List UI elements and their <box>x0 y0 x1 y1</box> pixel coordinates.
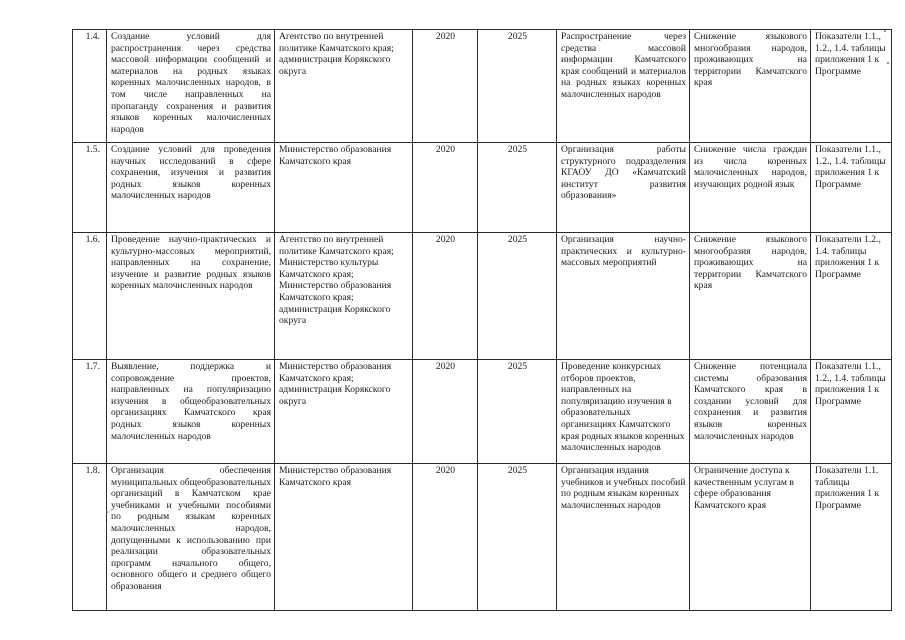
activity-cell: Организация работы структурного подразделения КГАОУ ДО «Камчатский институт развития образования» <box>557 143 690 232</box>
end-year-cell: 2025 <box>478 464 557 610</box>
activity-cell: Проведение конкурсных отборов проектов, направленных на популяризацию изучения в образовательных организациях Камчатского края родных языков коренных малочисленных народов <box>557 360 690 463</box>
measure-cell: Создание условий для распространения через средства массовой информации сообщений и материалов на родных языках коренных малочисленных народов, в том числе направленных на пропаганду сохранения и развития языков коренных малочисленных народов <box>107 30 275 142</box>
end-year-cell: 2025 <box>478 30 557 142</box>
start-year-cell: 2020 <box>413 30 478 142</box>
indicators-cell: Показатели 1.1. таблицы приложения 1 к Программе <box>815 465 880 511</box>
table-row <box>73 233 891 360</box>
scan-speck <box>887 62 889 64</box>
row-number: 1.6. <box>73 233 107 359</box>
executors-cell: Министерство образования Камчатского края; администрация Корякского округа <box>275 360 413 463</box>
measure-cell: Организация обеспечения муниципальных общеобразовательных организаций в Камчатском крае учебниками и учебными пособиями по родным языкам коренных малочисленных народов, допущенными к использованию при реализации образовательных программ начального общего, основного общего и среднего общего образования <box>107 464 275 610</box>
executors-cell: Министерство образования Камчатского края <box>275 464 413 610</box>
executors-cell: Министерство образования Камчатского края <box>275 143 413 232</box>
program-activities-table <box>72 29 892 611</box>
table-row <box>73 464 891 610</box>
measure-cell: Выявление, поддержка и сопровождение проектов, направленных на популяризацию изучения в общеобразовательных организациях Камчатского края родных языков коренных малочисленных народов <box>107 360 275 463</box>
end-year-cell: 2025 <box>478 143 557 232</box>
indicators-cell: Показатели 1.2., 1.4. таблицы приложения 1 к Программе <box>815 234 881 280</box>
scan-speck <box>884 30 886 32</box>
outcome-cell: Снижение числа граждан из числа коренных малочисленных народов, изучающих родной язык <box>690 143 811 232</box>
indicators-cell: Показатели 1.1., 1.2., 1.4. таблицы приложения 1 к Программе <box>815 144 886 190</box>
table-row <box>73 30 891 143</box>
row-number: 1.7. <box>73 360 107 463</box>
outcome-cell: Снижение потенциала системы образования Камчатского края в создании условий для сохранения и развития языков коренных малочисленных народов <box>690 360 811 463</box>
outcome-cell: Снижение языкового многообразия народов, проживающих на территории Камчатского края <box>690 233 811 359</box>
indicators-cell: Показатели 1.1., 1.2., 1.4. таблицы приложения 1 к Программе <box>815 31 886 77</box>
table-row <box>73 360 891 464</box>
executors-cell: Агентство по внутренней политике Камчатского края; Министерство культуры Камчатского края; Министерство образования Камчатского края; администрация Корякского округа <box>275 233 413 359</box>
activity-cell: Распространение через средства массовой информации Камчатского края сообщений и материалов на родных языках коренных малочисленных народов <box>557 30 690 142</box>
row-number: 1.5. <box>73 143 107 232</box>
start-year-cell: 2020 <box>413 360 478 463</box>
end-year-cell: 2025 <box>478 360 557 463</box>
row-number: 1.8. <box>73 464 107 610</box>
start-year-cell: 2020 <box>413 143 478 232</box>
row-number: 1.4. <box>73 30 107 142</box>
end-year-cell: 2025 <box>478 233 557 359</box>
measure-cell: Создание условий для проведения научных исследований в сфере сохранения, изучения и развития родных языков коренных малочисленных народов <box>107 143 275 232</box>
activity-cell: Организация издания учебников и учебных пособий по родным языкам коренных малочисленных народов <box>557 464 690 610</box>
executors-cell: Агентство по внутренней политике Камчатского края; администрация Корякского округа <box>275 30 413 142</box>
indicators-cell: Показатели 1.1., 1.2., 1.4. таблицы приложения 1 к Программе <box>815 361 886 407</box>
table-row <box>73 143 891 233</box>
measure-cell: Проведение научно-практических и культурно-массовых мероприятий, направленных на сохранение, изучение и развитие родных языков коренных малочисленных народов <box>107 233 275 359</box>
activity-cell: Организация научно-практических и культурно-массовых мероприятий <box>557 233 690 359</box>
start-year-cell: 2020 <box>413 464 478 610</box>
outcome-cell: Снижение языкового многообразия народов, проживающих на территории Камчатского края <box>690 30 811 142</box>
outcome-cell: Ограничение доступа к качественным услугам в сфере образования Камчатского края <box>690 464 811 610</box>
scan-speck <box>106 511 108 513</box>
start-year-cell: 2020 <box>413 233 478 359</box>
